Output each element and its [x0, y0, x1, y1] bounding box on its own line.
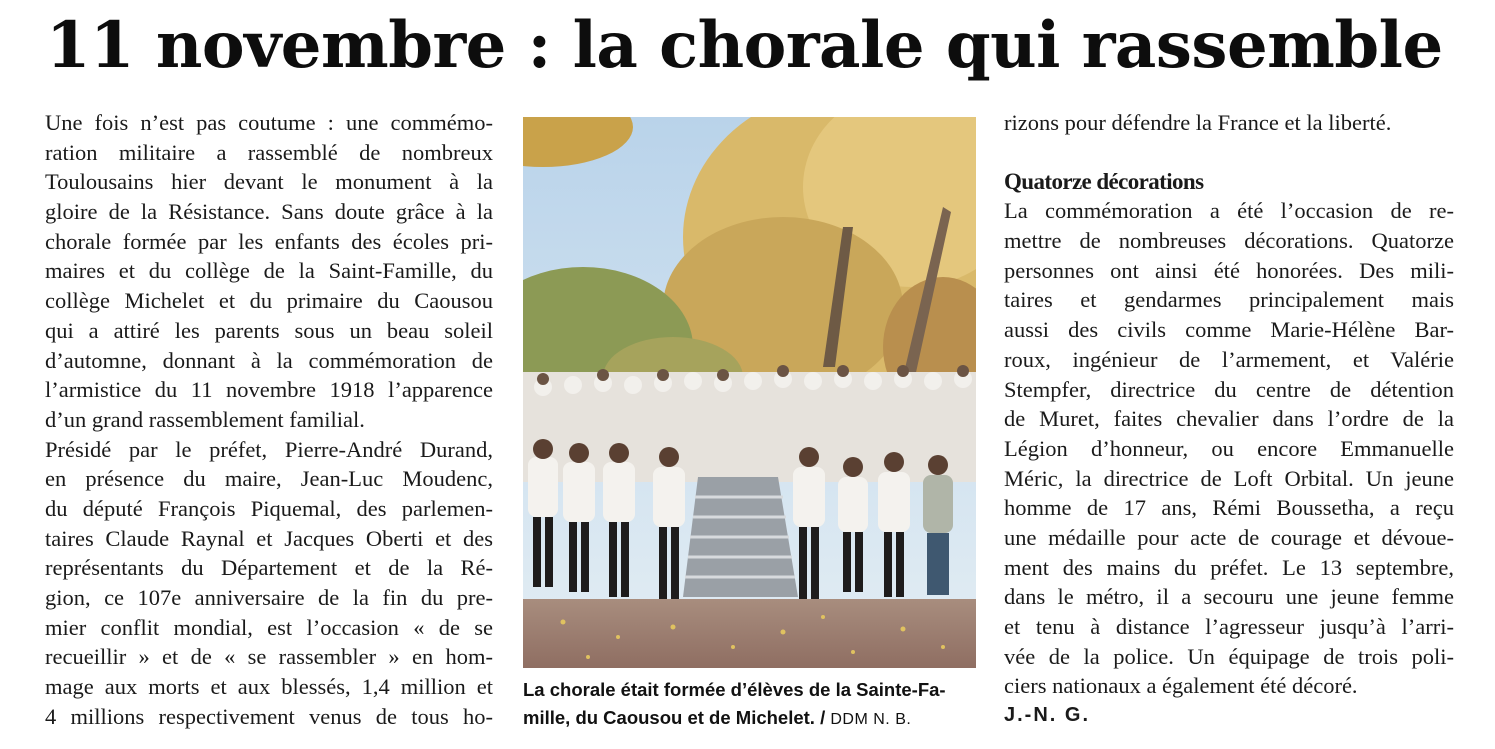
text-line: mettre de nombreuses décorations. Quatorze — [1004, 228, 1454, 254]
author-signature: J.-N. G. — [1004, 704, 1091, 727]
text-line: Une fois n’est pas coutume : une commémo- — [45, 110, 493, 135]
text-line: La commémoration a été l’occasion de re- — [1004, 198, 1454, 224]
text-line: vée de la police. Un équipage de trois poli- — [1004, 643, 1454, 669]
text-line: rizons pour défendre la France et la liberté. — [1004, 110, 1392, 135]
text-line: Toulousains hier devant le monument à la — [45, 169, 493, 195]
text-line: d’un grand rassemblement familial. — [45, 406, 365, 432]
text-line: collège Michelet et du primaire du Caousou — [45, 288, 493, 314]
text-line: ment des mains du préfet. Le 13 septembre, — [1004, 554, 1454, 580]
text-line: homme de 17 ans, Rémi Boussetha, a reçu — [1004, 495, 1454, 521]
text-line: de Muret, faites chevalier dans l’ordre de la — [1004, 406, 1454, 432]
text-line: taires et gendarmes principalement mais — [1004, 287, 1454, 313]
caption-line — [523, 704, 978, 734]
text-line: l’armistice du 11 novembre 1918 l’apparence — [45, 377, 493, 403]
choir-photo — [523, 117, 976, 668]
credit-separator: / — [814, 707, 831, 728]
text-line: ciers nationaux a également été décoré. — [1004, 673, 1358, 699]
text-line: représentants du Département et de la Ré- — [45, 555, 493, 581]
section-subheading: Quatorze décorations — [1004, 168, 1204, 194]
text-line: Présidé par le préfet, Pierre-André Durand, — [45, 436, 493, 462]
text-line: Légion d’honneur, ou encore Emmanuelle — [1004, 435, 1454, 461]
choir-photo-image — [523, 117, 976, 668]
text-line: gion, ce 107e anniversaire de la fin du pre- — [45, 585, 493, 610]
text-line: qui a attiré les parents sous un beau soleil — [45, 317, 493, 343]
text-line: en présence du maire, Jean-Luc Moudenc, — [45, 466, 493, 492]
headline: 11 novembre : la chorale qui rassemble — [46, 8, 1443, 83]
text-line: et tenu à distance l’agresseur jusqu’à l’arri- — [1004, 614, 1454, 639]
text-line: maires et du collège de la Saint-Famille, du — [45, 258, 493, 284]
left-column — [45, 108, 493, 731]
text-line: ration militaire a rassemblé de nombreux — [45, 139, 493, 165]
photo-caption — [523, 676, 978, 734]
text-line: personnes ont ainsi été honorées. Des mili- — [1004, 257, 1454, 283]
photo-credit: DDM N. B. — [830, 711, 912, 728]
text-line: gloire de la Résistance. Sans doute grâce à la — [45, 199, 493, 225]
text-line: dans le métro, il a secouru une jeune femme — [1004, 584, 1454, 610]
right-column — [1004, 108, 1454, 731]
caption-line: La chorale était formée d’élèves de la Sainte-Fa- — [523, 679, 946, 700]
text-line: mage aux morts et aux blessés, 1,4 million et — [45, 674, 493, 700]
text-line: 4 millions respectivement venus de tous ho- — [45, 703, 493, 729]
text-line: Méric, la directrice de Loft Orbital. Un jeune — [1004, 465, 1454, 491]
text-line: une médaille pour acte de courage et dévoue- — [1004, 524, 1454, 550]
text-line: d’automne, donnant à la commémoration de — [45, 347, 493, 373]
text-line: du député François Piquemal, des parlemen- — [45, 495, 493, 521]
text-line: roux, ingénieur de l’armement, et Valérie — [1004, 346, 1454, 372]
text-line: taires Claude Raynal et Jacques Oberti et des — [45, 525, 493, 551]
caption-text: mille, du Caousou et de Michelet. — [523, 707, 815, 728]
text-line: Stempfer, directrice du centre de détention — [1004, 376, 1454, 402]
text-line: recueillir » et de « se rassembler » en hom- — [45, 644, 493, 670]
text-line: mier conflit mondial, est l’occasion « de se — [45, 614, 493, 640]
text-line: aussi des civils comme Marie-Hélène Bar- — [1004, 317, 1454, 343]
text-line: chorale formée par les enfants des écoles pri- — [45, 228, 493, 254]
